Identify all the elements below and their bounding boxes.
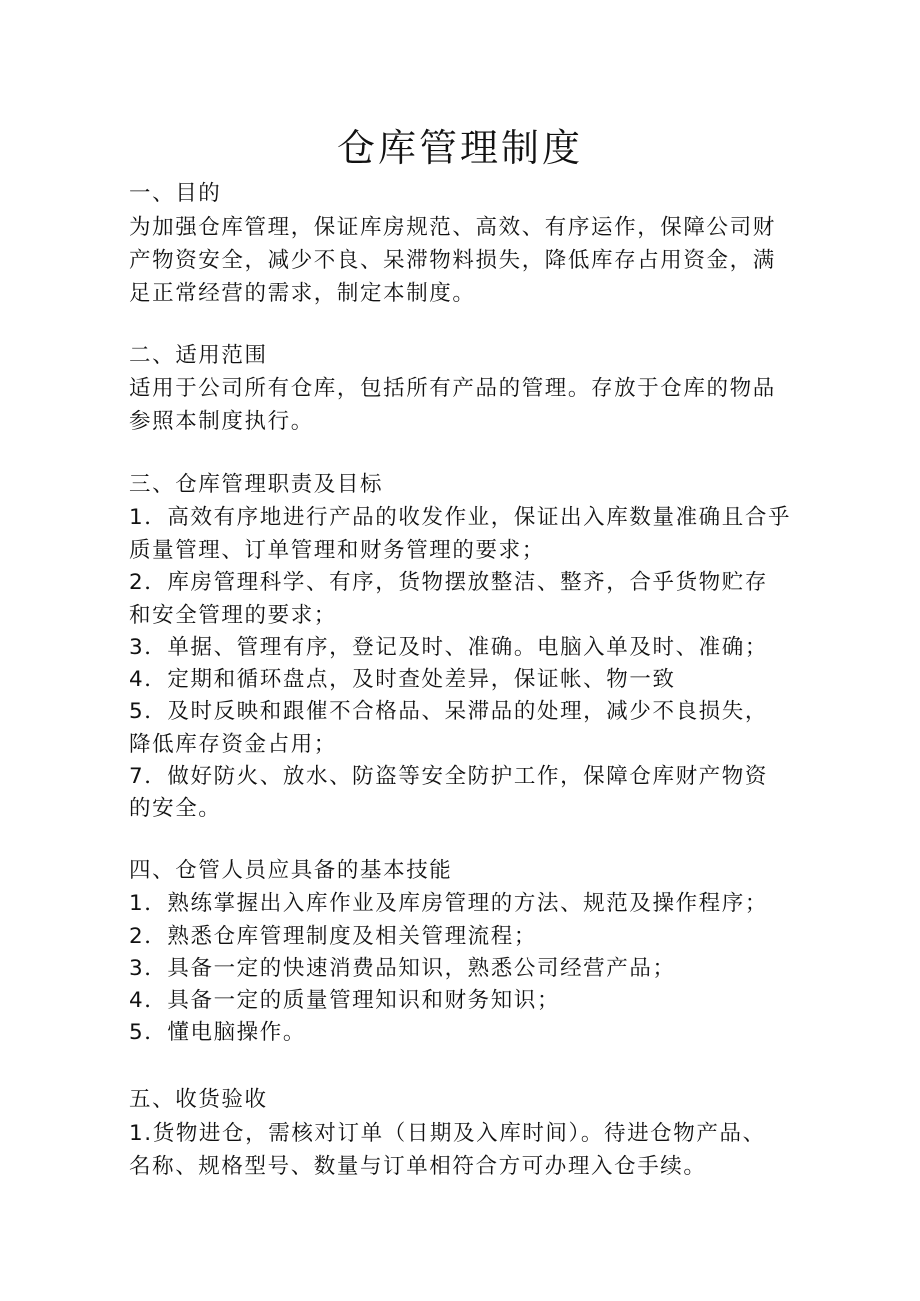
paragraph-line: 产物资安全，减少不良、呆滞物料损失，降低库存占用资金，满: [129, 248, 776, 273]
list-item-line: 质量管理、订单管理和财务管理的要求；: [129, 538, 545, 563]
list-item-line: 7．做好防火、放水、防盗等安全防护工作，保障仓库财产物资: [129, 764, 768, 789]
list-item-line: 2．库房管理科学、有序，货物摆放整洁、整齐，合乎货物贮存: [129, 570, 768, 595]
list-item-line: 1.货物进仓，需核对订单（日期及入库时间）。待进仓物产品、: [129, 1121, 766, 1146]
section-heading-scope: 二、适用范围: [129, 343, 268, 368]
list-item-line: 名称、规格型号、数量与订单相符合方可办理入仓手续。: [129, 1154, 707, 1179]
paragraph-line: 适用于公司所有仓库，包括所有产品的管理。存放于仓库的物品: [129, 376, 776, 401]
list-item-line: 的安全。: [129, 796, 222, 821]
list-item-line: 2．熟悉仓库管理制度及相关管理流程；: [129, 924, 537, 949]
paragraph-line: 足正常经营的需求，制定本制度。: [129, 281, 476, 306]
list-item-line: 4．具备一定的质量管理知识和财务知识；: [129, 988, 561, 1013]
list-item-line: 3．具备一定的快速消费品知识，熟悉公司经营产品；: [129, 956, 676, 981]
list-item-line: 1．熟练掌握出入库作业及库房管理的方法、规范及操作程序；: [129, 891, 768, 916]
section-heading-duties: 三、仓库管理职责及目标: [129, 472, 384, 497]
document-title: 仓库管理制度: [336, 126, 583, 170]
paragraph-line: 为加强仓库管理，保证库房规范、高效、有序运作，保障公司财: [129, 215, 776, 240]
section-heading-receiving: 五、收货验收: [129, 1087, 268, 1112]
paragraph-line: 参照本制度执行。: [129, 409, 314, 434]
list-item-line: 4．定期和循环盘点，及时查处差异，保证帐、物一致: [129, 667, 676, 692]
list-item-line: 5．及时反映和跟催不合格品、呆滞品的处理，减少不良损失，: [129, 699, 768, 724]
list-item-line: 3．单据、管理有序，登记及时、准确。电脑入单及时、准确；: [129, 635, 768, 660]
list-item-line: 1．高效有序地进行产品的收发作业，保证出入库数量准确且合乎: [129, 505, 792, 530]
section-heading-purpose: 一、目的: [129, 181, 222, 206]
list-item-line: 降低库存资金占用；: [129, 732, 337, 757]
list-item-line: 5．懂电脑操作。: [129, 1020, 306, 1045]
list-item-line: 和安全管理的要求；: [129, 603, 337, 628]
section-heading-skills: 四、仓管人员应具备的基本技能: [129, 858, 453, 883]
